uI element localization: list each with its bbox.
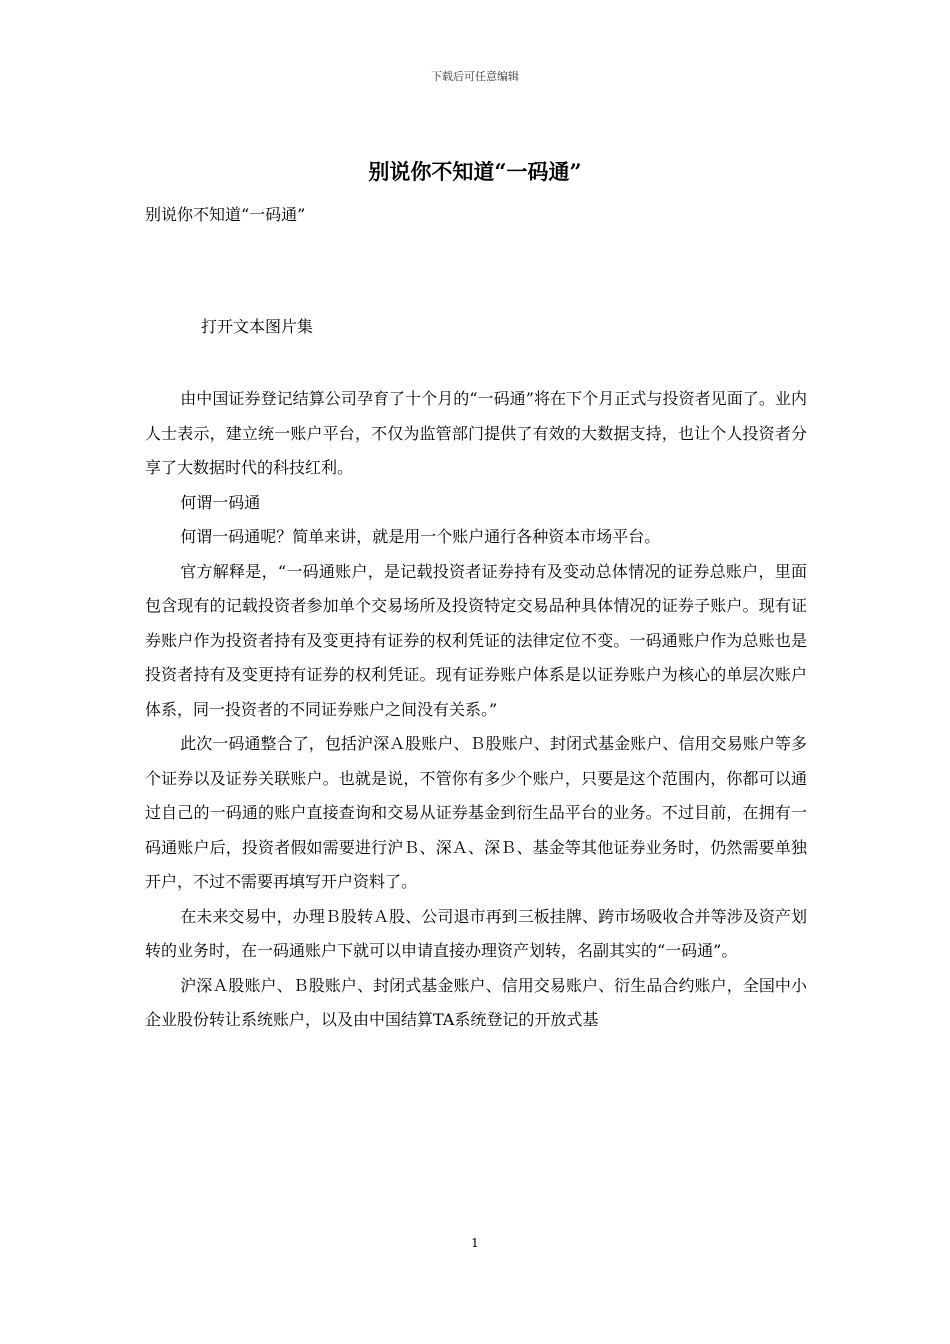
- document-subtitle: 别说你不知道“一码通”: [145, 205, 306, 224]
- document-title: 别说你不知道“一码通”: [368, 159, 582, 184]
- article-body: [145, 382, 807, 1038]
- section-heading: 何谓一码通: [180, 492, 261, 512]
- header-note: 下载后可任意编辑: [431, 70, 519, 83]
- paragraph-account-types: 沪深Ａ股账户、Ｂ股账户、封闭式基金账户、信用交易账户、衍生品合约账户，全国中小企业股份转让系统账户，以及由中国结算TA系统登记的开放式基: [145, 975, 807, 1029]
- paragraph-integration: 此次一码通整合了，包括沪深Ａ股账户、Ｂ股账户、封闭式基金账户、信用交易账户等多个证券以及证券关联账户。也就是说，不管你有多少个账户，只要是这个范围内，你都可以通过自己的一码通的账户直接查询和交易从证券基金到衍生品平台的业务。不过目前，在拥有一码通账户后，投资者假如需要进行沪Ｂ、深Ａ、深Ｂ、基金等其他证券业务时，仍然需要单独开户，不过不需要再填写开户资料了。: [145, 734, 807, 891]
- image-collection-link: 打开文本图片集: [201, 317, 314, 336]
- page-number: 1: [471, 1236, 479, 1250]
- paragraph-definition: 何谓一码通呢？简单来讲，就是用一个账户通行各种资本市场平台。: [180, 527, 661, 546]
- paragraph-official-explanation: 官方解释是，“一码通账户，是记载投资者证券持有及变动总体情况的证券总账户，里面包含现有的记载投资者参加单个交易场所及投资特定交易品种具体情况的证券子账户。现有证券账户作为投资者持有及变更持有证券的权利凭证的法律定位不变。一码通账户作为总账也是投资者持有及变更持有证券的权利凭证。现有证券账户体系是以证券账户为核心的单层次账户体系，同一投资者的不同证券账户之间没有关系。”: [145, 561, 807, 719]
- paragraph-intro: 由中国证券登记结算公司孕育了十个月的“一码通”将在下个月正式与投资者见面了。业内人士表示，建立统一账户平台，不仅为监管部门提供了有效的大数据支持，也让个人投资者分享了大数据时代的科技红利。: [145, 389, 807, 477]
- paragraph-future-trading: 在未来交易中，办理Ｂ股转Ａ股、公司退市再到三板挂牌、跨市场吸收合并等涉及资产划转的业务时，在一码通账户下就可以申请直接办理资产划转，名副其实的“一码通”。: [145, 906, 807, 960]
